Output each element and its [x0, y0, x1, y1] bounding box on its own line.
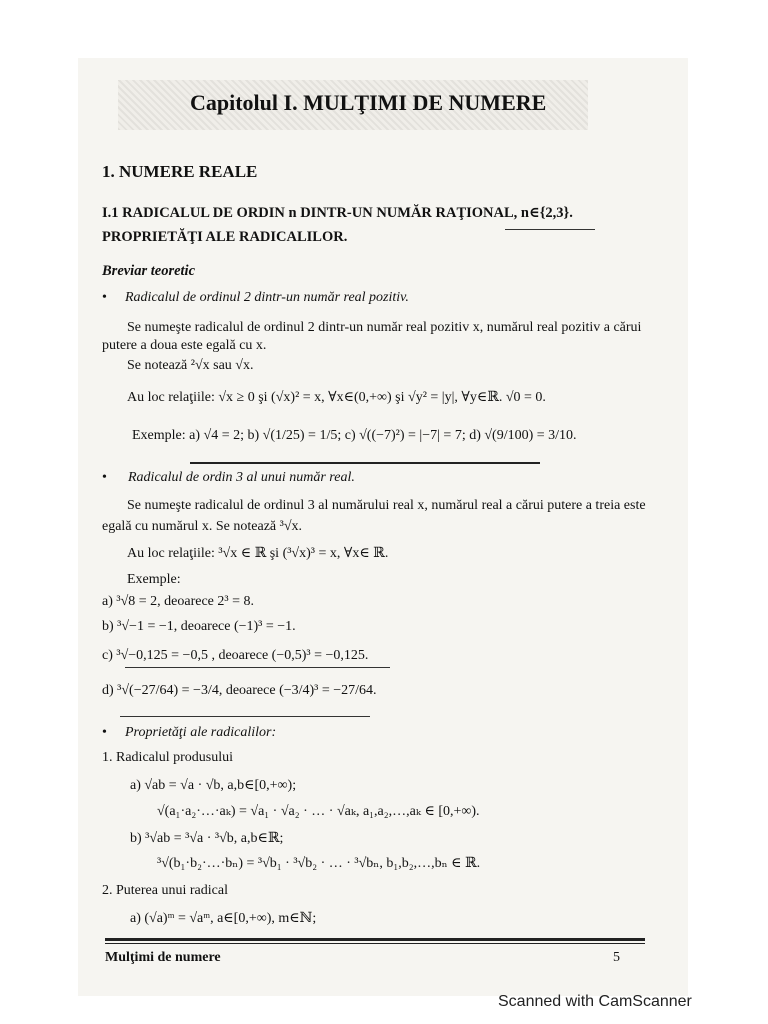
notation-line: Se notează ²√x sau √x.: [127, 358, 254, 373]
bullet-icon: •: [102, 470, 107, 485]
property-2a: a) (√a)ᵐ = √aᵐ, a∈[0,+∞), m∈ℕ;: [130, 911, 317, 926]
example-a: a) ³√8 = 2, deoarece 2³ = 8.: [102, 594, 254, 609]
property-1a-line2: √(a₁·a₂·…·aₖ) = √a₁ · √a₂ · … · √aₖ, a₁,a₂,…,aₖ ∈ [0,+∞).: [157, 804, 480, 819]
bullet-title-radical-2: Radicalul de ordinul 2 dintr-un număr real pozitiv.: [125, 290, 409, 305]
properties-heading: Proprietăţi ale radicalilor:: [125, 725, 277, 740]
relations-line: Au loc relaţiile: √x ≥ 0 şi (√x)² = x, ∀x∈(0,+∞) şi √y² = |y|, ∀y∈ℝ. √0 = 0.: [127, 390, 546, 405]
bullet-icon: •: [102, 725, 107, 740]
example-c: c) ³√−0,125 = −0,5 , deoarece (−0,5)³ = −0,125.: [102, 648, 369, 663]
definition3-line2: egală cu numărul x. Se notează ³√x.: [102, 519, 303, 534]
handwritten-underline: [125, 667, 390, 668]
bullet-icon: •: [102, 290, 107, 305]
property-1a-line1: a) √ab = √a · √b, a,b∈[0,+∞);: [130, 778, 297, 793]
examples-line: Exemple: a) √4 = 2; b) √(1/25) = 1/5; c) √((−7)²) = |−7| = 7; d) √(9/100) = 3/10.: [132, 428, 577, 443]
bullet-title-radical-3: Radicalul de ordin 3 al unui număr real.: [128, 470, 355, 485]
subsection-title-line2: PROPRIETĂŢI ALE RADICALILOR.: [102, 229, 348, 245]
definition-line1: Se numeşte radicalul de ordinul 2 dintr-un număr real pozitiv x, numărul real pozitiv a cărui: [127, 320, 642, 335]
examples-label: Exemple:: [127, 572, 181, 587]
section-heading: 1. NUMERE REALE: [102, 162, 258, 181]
handwritten-underline: [190, 462, 540, 464]
footer-rule-thin: [105, 943, 645, 944]
example-d: d) ³√(−27/64) = −3/4, deoarece (−3/4)³ = −27/64.: [102, 683, 377, 698]
breviar-heading: Breviar teoretic: [102, 263, 196, 279]
page-number: 5: [613, 950, 620, 965]
property-1b-line1: b) ³√ab = ³√a · ³√b, a,b∈ℝ;: [130, 831, 284, 846]
property-1b-line2: ³√(b₁·b₂·…·bₙ) = ³√b₁ · ³√b₂ · … · ³√bₙ, b₁,b₂,…,bₙ ∈ ℝ.: [157, 856, 481, 871]
chapter-title: Capitolul I. MULŢIMI DE NUMERE: [190, 90, 547, 115]
definition-line2: putere a doua este egală cu x.: [102, 338, 267, 353]
example-b: b) ³√−1 = −1, deoarece (−1)³ = −1.: [102, 619, 296, 634]
handwritten-underline: [505, 229, 595, 230]
relations3-line: Au loc relaţiile: ³√x ∈ ℝ şi (³√x)³ = x, ∀x∈ ℝ.: [127, 546, 389, 561]
footer-rule-thick: [105, 938, 645, 941]
handwritten-underline: [120, 716, 370, 717]
property-1-title: 1. Radicalul produsului: [102, 750, 234, 765]
subsection-title-line1: I.1 RADICALUL DE ORDIN n DINTR-UN NUMĂR RAŢIONAL, n∈{2,3}.: [102, 205, 573, 221]
footer-title: Mulţimi de numere: [105, 950, 221, 965]
scanner-watermark: Scanned with CamScanner: [498, 993, 692, 1010]
definition3-line1: Se numeşte radicalul de ordinul 3 al numărului real x, numărul real a cărui putere a treia este: [127, 498, 646, 513]
property-2-title: 2. Puterea unui radical: [102, 883, 228, 898]
